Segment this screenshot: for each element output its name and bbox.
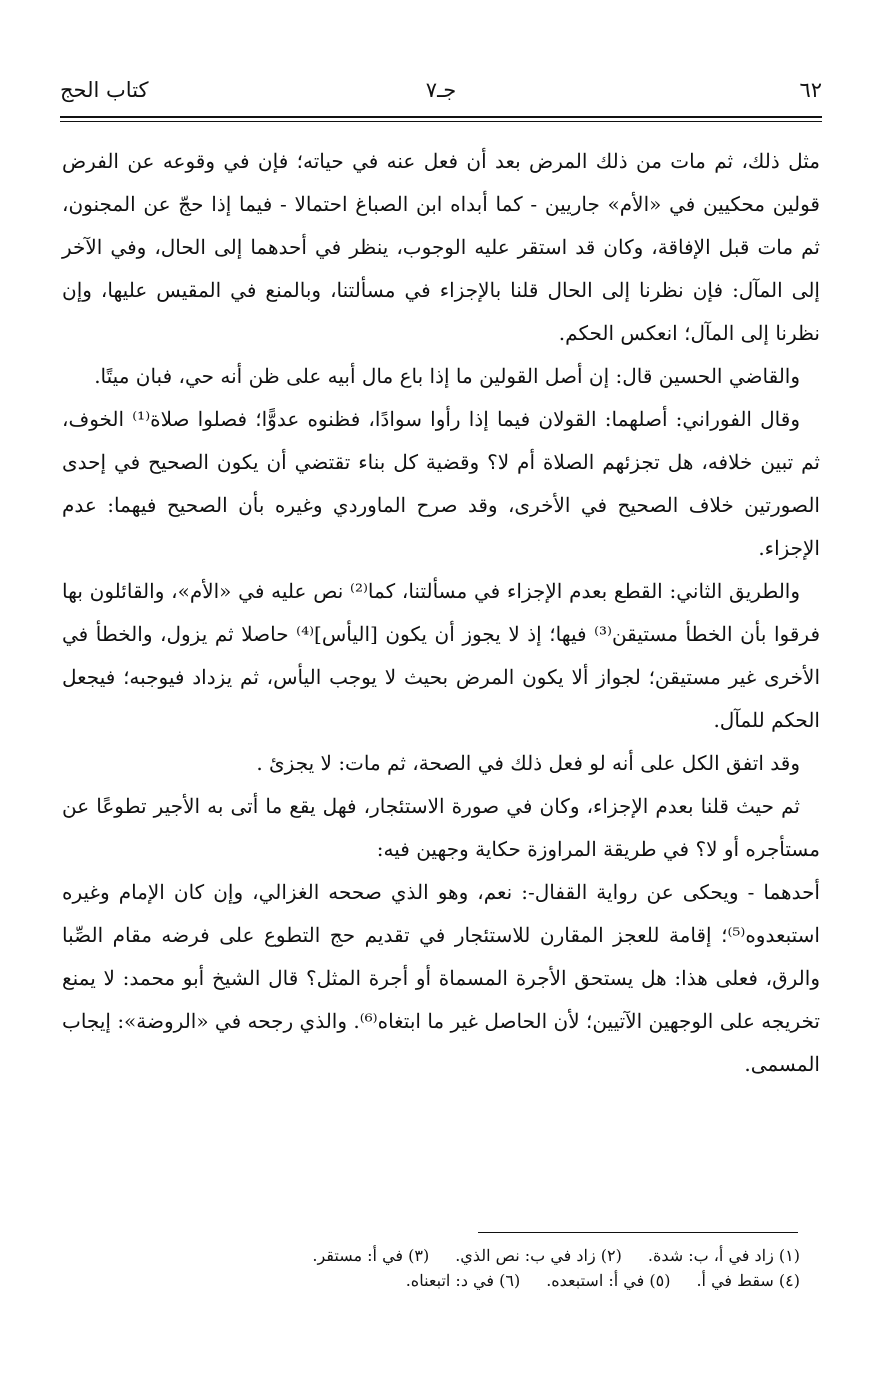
footnote-rule	[478, 1232, 798, 1233]
paragraph: أحدهما - ويحكى عن رواية القفال-: نعم، وهو الذي صححه الغزالي، وإن كان الإمام وغيره استبعدوه⁽⁵⁾؛ إقامة للعجز المقارن للاستئجار في تقديم حج التطوع على فرضه مقام الصِّبا والرق، فعلى هذا: هل يستحق الأجرة المسماة أو أجرة المثل؟ قال الشيخ أبو محمد: لا يمنع تخريجه على الوجهين الآتيين؛ لأن الحاصل غير ما ابتغاه⁽⁶⁾. والذي رجحه في «الروضة»: إيجاب المسمى.	[62, 880, 820, 1076]
paragraph: وقد اتفق الكل على أنه لو فعل ذلك في الصحة، ثم مات: لا يجزئ .	[256, 751, 800, 775]
header-rule-thin	[60, 121, 822, 122]
footnote: (٦) في د: اتبعناه.	[405, 1271, 521, 1290]
footnote: (٢) زاد في ب: نص الذي.	[455, 1246, 622, 1265]
volume-label: جـ٧	[425, 78, 457, 102]
paragraph: والطريق الثاني: القطع بعدم الإجزاء في مسألتنا، كما⁽²⁾ نص عليه في «الأم»، والقائلون بها فرقوا بأن الخطأ مستيقن⁽³⁾ فيها؛ إذ لا يجوز أن يكون [اليأس]⁽⁴⁾ حاصلا ثم يزول، والخطأ في الأخرى غير مستيقن؛ لجواز ألا يكون المرض بحيث لا يوجب اليأس، ثم يزداد فيوجبه؛ فيجعل الحكم للمآل.	[62, 579, 821, 732]
footnote: (٥) في أ: استبعده.	[546, 1271, 671, 1290]
footnote: (٤) سقط في أ.	[696, 1271, 800, 1290]
page-number: ٦٢	[799, 78, 822, 102]
paragraph: مثل ذلك، ثم مات من ذلك المرض بعد أن فعل عنه في حياته؛ فإن في وقوعه عن الفرض قولين محكيين في «الأم» جاريين - كما أبداه ابن الصباغ احتمالا - فيما إذا حجّ عن المجنون، ثم مات قبل الإفاقة، وكان قد استقر عليه الوجوب، ينظر في أحدهما إلى الحال، وفي الآخر إلى المآل: فإن نظرنا إلى الحال قلنا بالإجزاء في مسألتنا، وبالمنع في المقيس عليها، وإن نظرنا إلى المآل؛ انعكس الحكم.	[62, 149, 820, 345]
paragraph: والقاضي الحسين قال: إن أصل القولين ما إذا باع مال أبيه على ظن أنه حي، فبان ميتًا.	[94, 364, 800, 388]
footnote-row	[200, 1268, 800, 1293]
paragraph: وقال الفوراني: أصلهما: القولان فيما إذا رأوا سوادًا، فظنوه عدوًّا؛ فصلوا صلاة⁽¹⁾ الخوف، ثم تبين خلافه، هل تجزئهم الصلاة أم لا؟ وقضية كل بناء تقتضي أن يكون الصحيح في إحدى الصورتين خلاف الصحيح في الأخرى، وقد صرح الماوردي وغيره بأن الصحيح فيهما: عدم الإجزاء.	[62, 407, 820, 560]
paragraph: ثم حيث قلنا بعدم الإجزاء، وكان في صورة الاستئجار، فهل يقع ما أتى به الأجير تطوعًا عن مستأجره أو لا؟ في طريقة المراوزة حكاية وجهين فيه:	[62, 794, 820, 861]
footnote: (١) زاد في أ، ب: شدة.	[647, 1246, 800, 1265]
header-rule-thick	[60, 116, 822, 118]
footnotes	[200, 1243, 800, 1293]
book-title: كتاب الحج	[60, 78, 149, 102]
page-header	[60, 78, 822, 114]
body-text	[62, 140, 820, 1086]
footnote: (٣) في أ: مستقر.	[312, 1246, 430, 1265]
footnote-row	[200, 1243, 800, 1268]
